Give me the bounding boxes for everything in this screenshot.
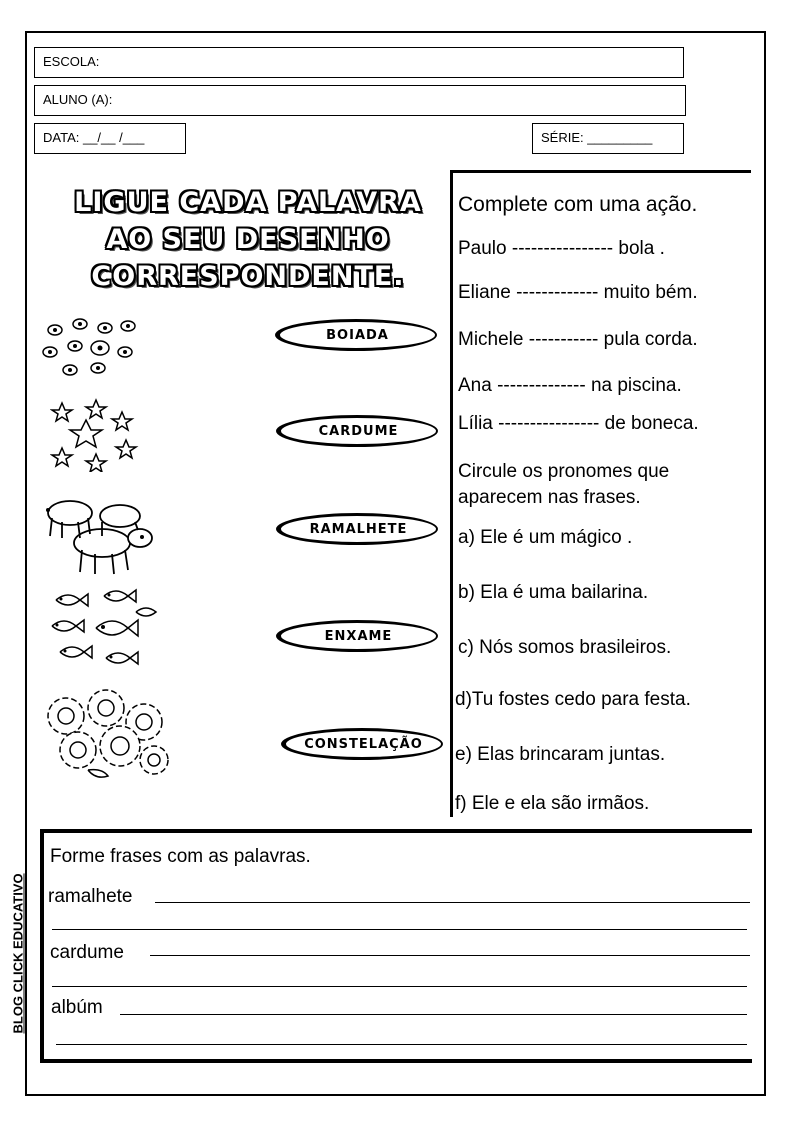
word-oval-boiada[interactable]: BOIADA — [275, 319, 437, 351]
stars-icon[interactable] — [50, 398, 142, 472]
writing-line[interactable] — [56, 1044, 747, 1045]
complete-line: Lília ---------------- de boneca. — [458, 413, 699, 434]
word-oval-ramalhete[interactable]: RAMALHETE — [276, 513, 438, 545]
grade-field[interactable]: SÉRIE: _________ — [532, 123, 684, 154]
column-divider — [450, 171, 453, 817]
pronoun-sentence[interactable]: d)Tu fostes cedo para festa. — [455, 689, 691, 710]
complete-line: Eliane ------------- muito bém. — [458, 282, 698, 303]
pronoun-sentence[interactable]: e) Elas brincaram juntas. — [455, 744, 666, 765]
matching-title — [52, 184, 444, 295]
pronoun-sentence[interactable]: b) Ela é uma bailarina. — [458, 582, 649, 603]
date-field[interactable]: DATA: __/__ /___ — [34, 123, 186, 154]
complete-line: Paulo ---------------- bola . — [458, 238, 665, 259]
sentences-title: Forme frases com as palavras. — [50, 846, 311, 867]
right-column-top-rule — [450, 170, 751, 173]
word-oval-cardume[interactable]: CARDUME — [276, 415, 438, 447]
school-field[interactable]: ESCOLA: — [34, 47, 684, 78]
pronoun-sentence[interactable]: a) Ele é um mágico . — [458, 527, 633, 548]
writing-line[interactable] — [52, 986, 747, 987]
complete-line: Michele ----------- pula corda. — [458, 329, 698, 350]
student-field[interactable]: ALUNO (A): — [34, 85, 686, 116]
complete-title: Complete com uma ação. — [458, 193, 698, 216]
title-line: AO SEU DESENHO — [106, 224, 390, 255]
writing-line[interactable] — [120, 1014, 747, 1015]
pronoun-sentence[interactable]: f) Ele e ela são irmãos. — [455, 793, 650, 814]
writing-line[interactable] — [150, 955, 750, 956]
sentence-word: ramalhete — [48, 886, 133, 907]
sentence-word: cardume — [50, 942, 124, 963]
bees-icon[interactable] — [40, 312, 145, 382]
fish-icon[interactable] — [46, 588, 162, 672]
word-oval-enxame[interactable]: ENXAME — [276, 620, 438, 652]
writing-line[interactable] — [155, 902, 750, 903]
pronouns-title: Circule os pronomes que — [458, 461, 670, 482]
complete-line: Ana -------------- na piscina. — [458, 375, 682, 396]
title-line: LIGUE CADA PALAVRA — [74, 187, 422, 218]
sentence-word: albúm — [51, 997, 103, 1018]
cattle-icon[interactable] — [40, 488, 160, 580]
writing-line[interactable] — [52, 929, 747, 930]
word-oval-constelacao[interactable]: CONSTELAÇÃO — [281, 728, 443, 760]
title-line: CORRESPONDENTE. — [91, 261, 405, 292]
pronoun-sentence[interactable]: c) Nós somos brasileiros. — [458, 637, 672, 658]
blog-side-label: BLOG CLICK EDUCATIVO — [10, 873, 26, 1034]
pronouns-title: aparecem nas frases. — [458, 487, 641, 508]
flowers-icon[interactable] — [38, 688, 172, 784]
